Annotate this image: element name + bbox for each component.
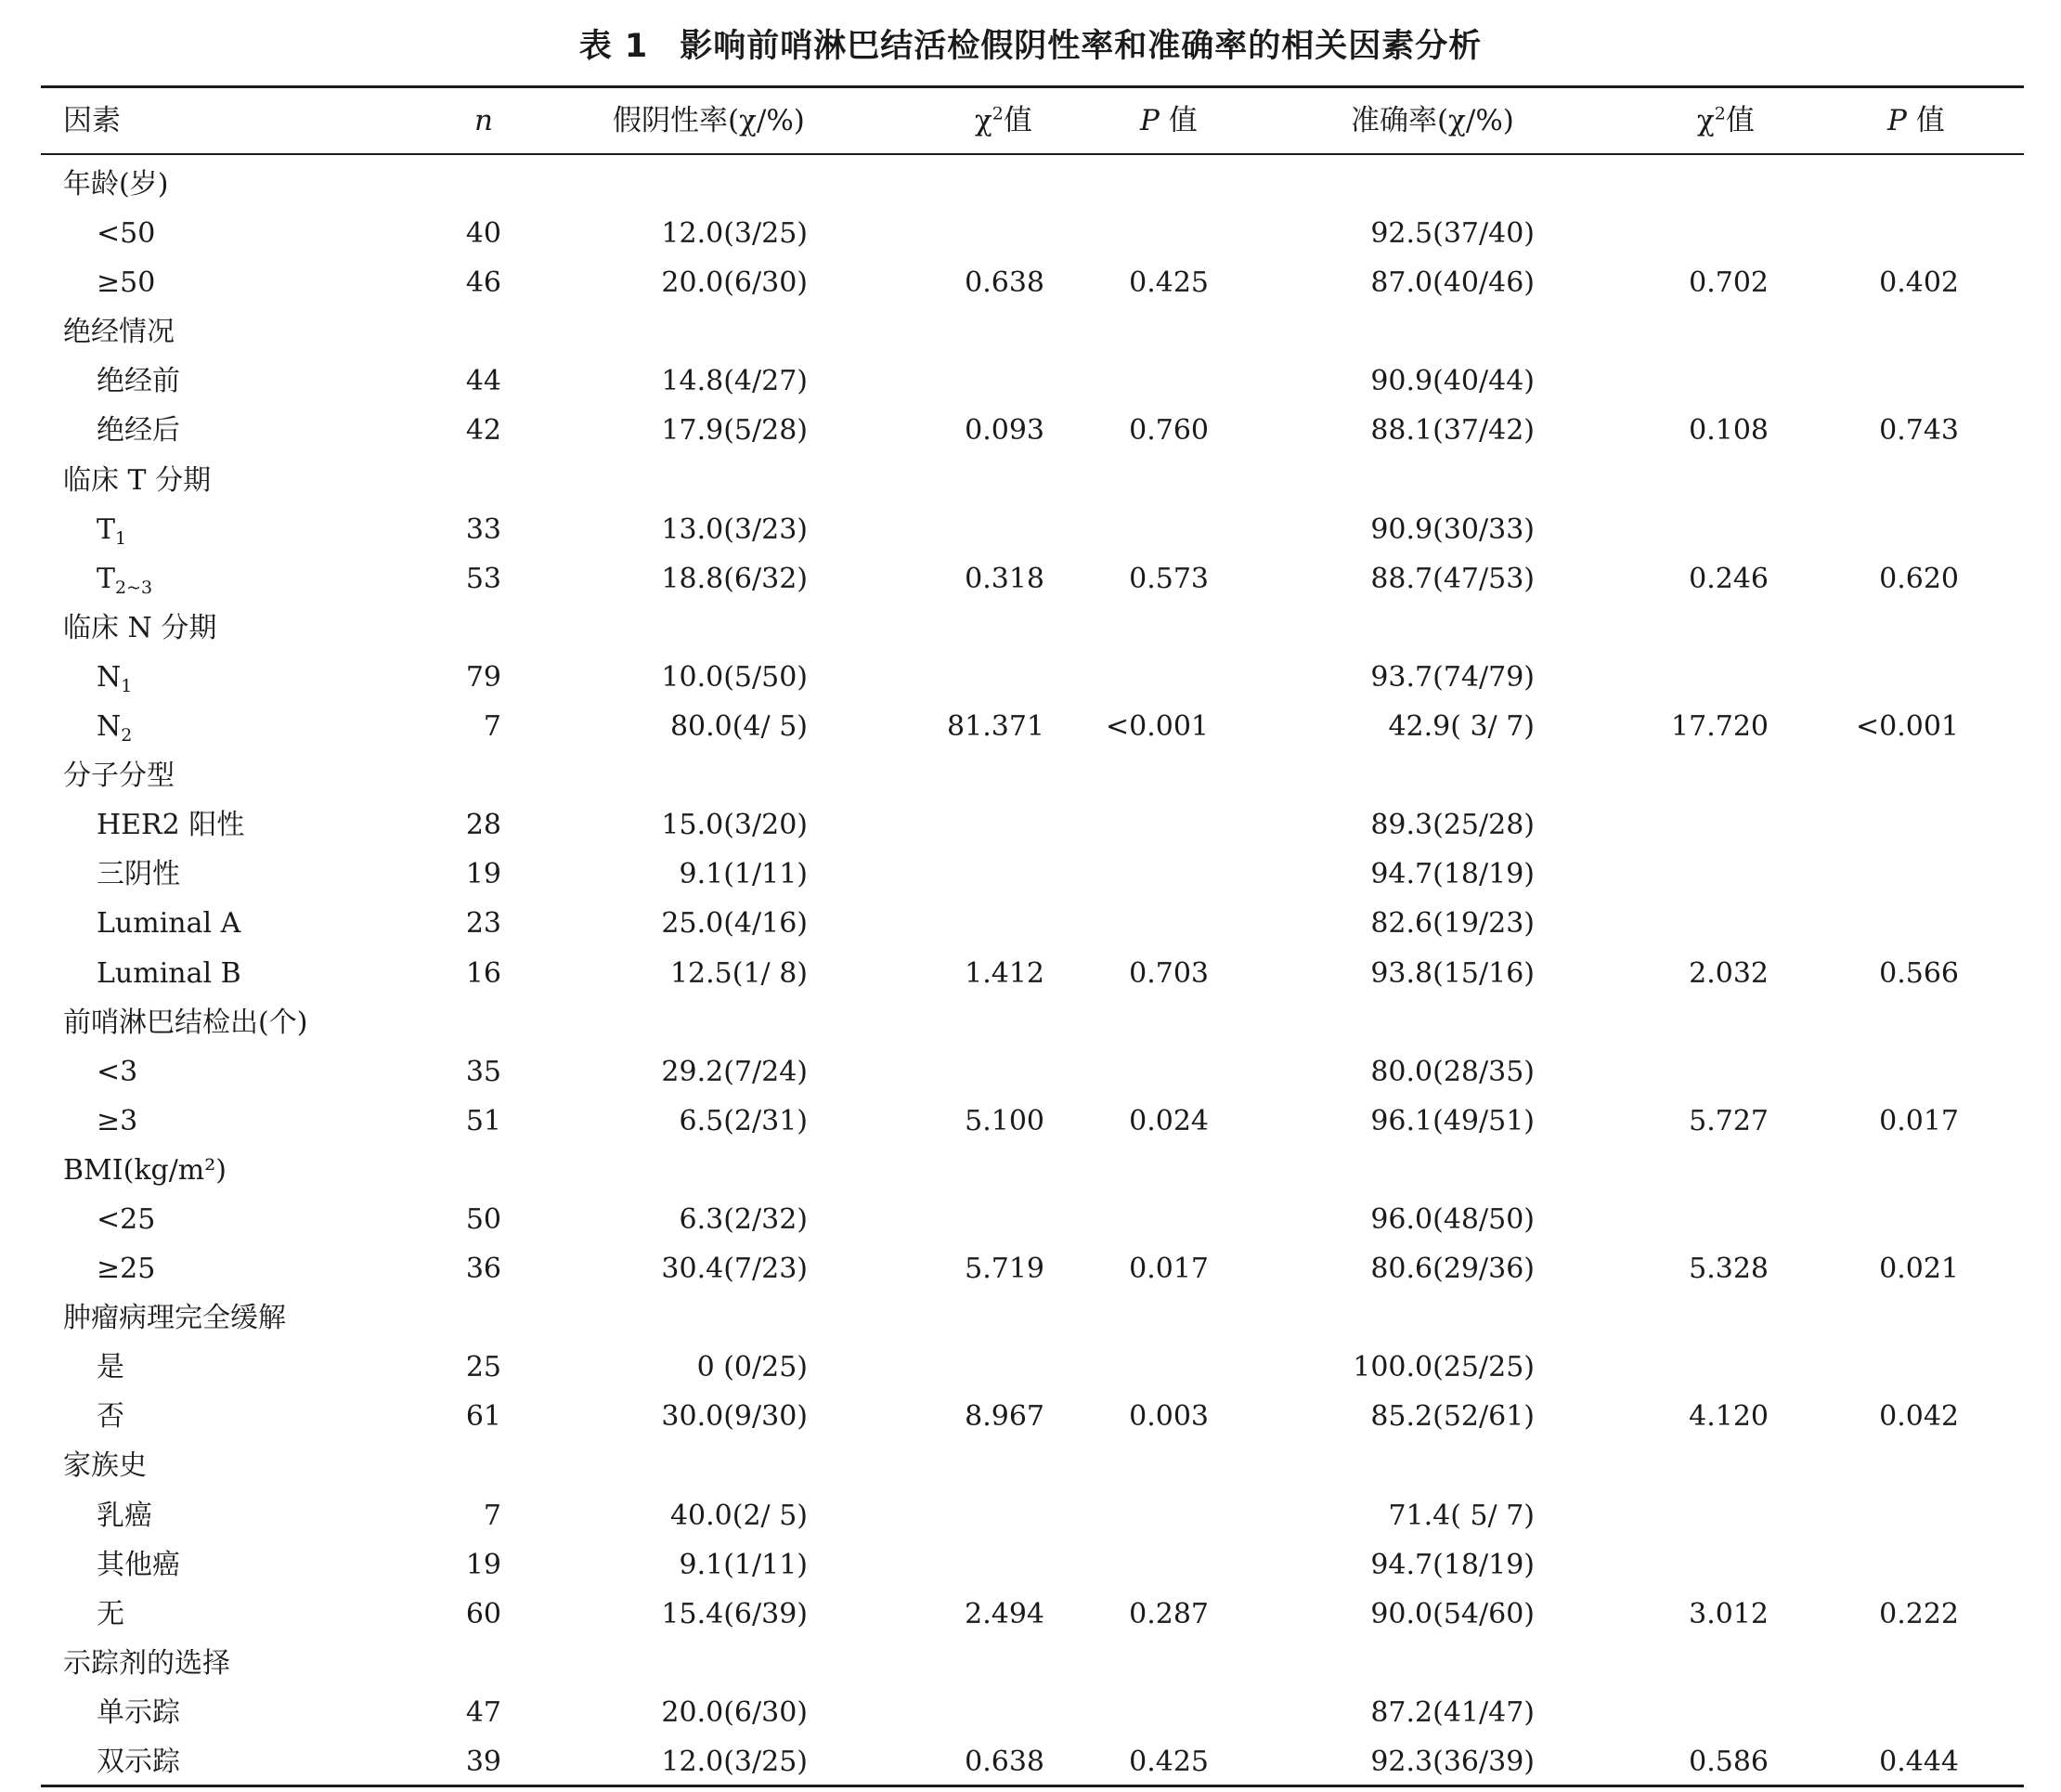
cell-n: 23 <box>465 907 501 941</box>
cell-n: 33 <box>465 513 501 546</box>
group-row <box>0 307 2061 357</box>
cell-false-negative-rate: 6.5(2/31) <box>679 1104 808 1137</box>
group-row <box>0 160 2061 209</box>
factor-text: 临床 N 分期 <box>63 611 217 644</box>
factor-label <box>97 850 180 899</box>
group-row <box>0 1639 2061 1688</box>
cell-n: 25 <box>465 1351 501 1384</box>
cell-false-negative-rate: 30.4(7/23) <box>661 1253 808 1286</box>
factor-text: N <box>97 660 122 694</box>
factor-label <box>97 949 241 998</box>
factor-subscript: 2 <box>121 725 133 747</box>
factor-text: 绝经情况 <box>63 316 175 349</box>
table-row <box>0 1047 2061 1097</box>
factor-text: 家族史 <box>63 1449 147 1483</box>
table-row <box>0 949 2061 998</box>
cell-false-negative-rate: 0 (0/25) <box>696 1351 808 1384</box>
cell-false-negative-rate: 9.1(1/11) <box>679 1548 808 1581</box>
cell-chi2-1: 5.100 <box>965 1104 1044 1137</box>
cell-p-1: 0.703 <box>1129 956 1209 990</box>
group-row <box>0 604 2061 653</box>
cell-n: 47 <box>465 1695 501 1729</box>
table-title <box>0 20 2061 67</box>
cell-false-negative-rate: 80.0(4/ 5) <box>669 710 808 744</box>
table-row <box>0 850 2061 899</box>
factor-text: 示踪剂的选择 <box>63 1646 230 1680</box>
cell-chi2-1: 0.318 <box>965 562 1044 595</box>
cell-chi2-1: 0.093 <box>965 414 1044 448</box>
factor-label <box>97 1737 180 1786</box>
cell-n: 44 <box>465 365 501 398</box>
table-number: 表 1 <box>578 28 649 65</box>
cell-n: 35 <box>465 1055 501 1088</box>
table-row <box>0 653 2061 702</box>
header-factor: 因素 <box>63 104 121 137</box>
cell-accuracy: 87.0(40/46) <box>1370 266 1535 300</box>
factor-label <box>97 505 126 554</box>
cell-accuracy: 88.7(47/53) <box>1370 562 1535 595</box>
factor-text: ≥3 <box>97 1104 138 1137</box>
cell-p-2: 0.017 <box>1879 1104 1959 1137</box>
cell-p-1: 0.760 <box>1129 414 1209 448</box>
cell-n: 28 <box>465 809 501 842</box>
cell-accuracy: 80.0(28/35) <box>1370 1055 1535 1088</box>
cell-p-2: 0.222 <box>1879 1597 1959 1630</box>
cell-false-negative-rate: 20.0(6/30) <box>661 266 808 300</box>
factor-text: 年龄(岁) <box>63 168 169 201</box>
table-row <box>0 1590 2061 1639</box>
factor-label <box>97 1195 155 1244</box>
cell-chi2-2: 5.727 <box>1689 1104 1769 1137</box>
factor-text: 其他癌 <box>97 1548 180 1581</box>
cell-p-1: 0.573 <box>1129 562 1209 595</box>
cell-n: 50 <box>465 1202 501 1236</box>
factor-text: Luminal B <box>97 956 241 990</box>
header-chi2-2-sup: 2 <box>1714 103 1726 124</box>
cell-chi2-2: 0.702 <box>1689 266 1769 300</box>
cell-false-negative-rate: 9.1(1/11) <box>679 858 808 891</box>
cell-p-1: 0.287 <box>1129 1597 1209 1630</box>
cell-chi2-1: 5.719 <box>965 1253 1044 1286</box>
table-row <box>0 554 2061 604</box>
cell-accuracy: 80.6(29/36) <box>1370 1253 1535 1286</box>
table-body <box>0 160 2061 1786</box>
cell-n: 46 <box>465 266 501 300</box>
factor-label <box>97 554 152 604</box>
factor-text: 肿瘤病理完全缓解 <box>63 1302 286 1335</box>
group-label <box>63 1293 286 1343</box>
cell-n: 36 <box>465 1253 501 1286</box>
factor-text: <3 <box>97 1055 138 1088</box>
cell-chi2-2: 0.586 <box>1689 1746 1769 1778</box>
table-row <box>0 1737 2061 1786</box>
group-label <box>63 1146 227 1195</box>
group-row <box>0 1146 2061 1195</box>
group-label <box>63 456 211 505</box>
cell-accuracy: 89.3(25/28) <box>1370 809 1535 842</box>
cell-chi2-2: 0.246 <box>1689 562 1769 595</box>
header-chi2-1-symbol: χ <box>975 104 992 137</box>
group-row <box>0 1293 2061 1343</box>
cell-n: 51 <box>465 1104 501 1137</box>
cell-n: 42 <box>465 414 501 448</box>
factor-label <box>97 406 180 455</box>
factor-subscript: 1 <box>115 527 127 549</box>
cell-accuracy: 82.6(19/23) <box>1370 907 1535 941</box>
cell-accuracy: 42.9( 3/ 7) <box>1388 710 1535 744</box>
cell-false-negative-rate: 12.5(1/ 8) <box>669 956 808 990</box>
table-row <box>0 899 2061 948</box>
factor-text: BMI(kg/m²) <box>63 1153 227 1187</box>
table-row <box>0 209 2061 258</box>
cell-chi2-2: 3.012 <box>1689 1597 1769 1630</box>
cell-chi2-1: 0.638 <box>965 1746 1044 1778</box>
factor-label <box>97 1047 137 1097</box>
header-p-2 <box>1887 98 1945 143</box>
cell-n: 61 <box>465 1400 501 1434</box>
cell-accuracy: 92.3(36/39) <box>1370 1746 1535 1778</box>
cell-accuracy: 93.7(74/79) <box>1370 660 1535 694</box>
cell-p-1: 0.003 <box>1129 1400 1209 1434</box>
factor-text: 绝经前 <box>97 365 180 398</box>
cell-chi2-1: 0.638 <box>965 266 1044 300</box>
cell-p-1: 0.425 <box>1129 1746 1209 1778</box>
factor-text: ≥25 <box>97 1253 156 1286</box>
cell-chi2-1: 81.371 <box>947 710 1044 744</box>
table-row <box>0 800 2061 850</box>
factor-text: 临床 T 分期 <box>63 463 212 497</box>
header-chi2-1 <box>975 98 1032 143</box>
cell-accuracy: 88.1(37/42) <box>1370 414 1535 448</box>
group-label <box>63 998 307 1047</box>
cell-false-negative-rate: 17.9(5/28) <box>661 414 808 448</box>
factor-label <box>97 702 132 751</box>
table-row <box>0 1244 2061 1293</box>
factor-text: T <box>97 513 116 546</box>
factor-label <box>97 1097 137 1146</box>
cell-false-negative-rate: 30.0(9/30) <box>661 1400 808 1434</box>
cell-p-1: 0.425 <box>1129 266 1209 300</box>
cell-false-negative-rate: 13.0(3/23) <box>661 513 808 546</box>
group-label <box>63 160 168 209</box>
cell-false-negative-rate: 12.0(3/25) <box>661 1746 808 1778</box>
header-p-1-rest: 值 <box>1159 104 1198 137</box>
table-row <box>0 406 2061 455</box>
cell-accuracy: 100.0(25/25) <box>1353 1351 1535 1384</box>
cell-false-negative-rate: 10.0(5/50) <box>661 660 808 694</box>
factor-label <box>97 1244 155 1293</box>
table-row <box>0 1540 2061 1590</box>
cell-p-2: 0.042 <box>1879 1400 1959 1434</box>
group-label <box>63 307 175 357</box>
cell-p-2: 0.743 <box>1879 414 1959 448</box>
cell-p-2: 0.021 <box>1879 1253 1959 1286</box>
cell-false-negative-rate: 25.0(4/16) <box>661 907 808 941</box>
cell-accuracy: 96.1(49/51) <box>1370 1104 1535 1137</box>
cell-chi2-2: 17.720 <box>1671 710 1769 744</box>
factor-text: <50 <box>97 217 156 251</box>
factor-label <box>97 1491 152 1540</box>
factor-text: 单示踪 <box>97 1695 180 1729</box>
group-label <box>63 751 175 800</box>
factor-text: ≥50 <box>97 266 156 300</box>
factor-label <box>97 258 155 307</box>
cell-p-1: <0.001 <box>1105 710 1209 744</box>
cell-n: 79 <box>465 660 501 694</box>
cell-false-negative-rate: 20.0(6/30) <box>661 1695 808 1729</box>
factor-text: Luminal A <box>97 907 241 941</box>
cell-p-2: <0.001 <box>1855 710 1959 744</box>
cell-accuracy: 71.4( 5/ 7) <box>1388 1499 1535 1532</box>
header-accuracy: 准确率(χ/%) <box>1351 104 1514 137</box>
cell-chi2-2: 4.120 <box>1689 1400 1769 1434</box>
factor-text: <25 <box>97 1202 156 1236</box>
cell-n: 7 <box>483 1499 501 1532</box>
factor-text: 双示踪 <box>97 1746 180 1778</box>
cell-accuracy: 90.0(54/60) <box>1370 1597 1535 1630</box>
table-row <box>0 1688 2061 1737</box>
cell-false-negative-rate: 15.4(6/39) <box>661 1597 808 1630</box>
group-row <box>0 1441 2061 1490</box>
header-chi2-2 <box>1697 98 1755 143</box>
cell-n: 39 <box>465 1746 501 1778</box>
factor-label <box>97 1540 180 1590</box>
header-p-1-italic: P <box>1140 104 1160 137</box>
factor-label <box>97 800 244 850</box>
factor-text: 三阴性 <box>97 858 180 891</box>
cell-false-negative-rate: 40.0(2/ 5) <box>669 1499 808 1532</box>
header-p-1 <box>1140 98 1198 143</box>
cell-false-negative-rate: 18.8(6/32) <box>661 562 808 595</box>
factor-label <box>97 357 180 406</box>
top-rule <box>41 85 2024 88</box>
cell-chi2-2: 0.108 <box>1689 414 1769 448</box>
table-row <box>0 1392 2061 1441</box>
header-n-label: n <box>474 104 493 137</box>
factor-subscript: 1 <box>121 675 133 696</box>
group-label <box>63 604 216 653</box>
table-row <box>0 258 2061 307</box>
cell-chi2-1: 1.412 <box>965 956 1044 990</box>
factor-text: 否 <box>97 1400 124 1434</box>
factor-label <box>97 1590 124 1639</box>
cell-p-2: 0.444 <box>1879 1746 1959 1778</box>
header-chi2-2-symbol: χ <box>1697 104 1715 137</box>
cell-false-negative-rate: 14.8(4/27) <box>661 365 808 398</box>
factor-text: 是 <box>97 1351 124 1384</box>
cell-n: 7 <box>483 710 501 744</box>
header-p-2-italic: P <box>1887 104 1907 137</box>
cell-p-2: 0.566 <box>1879 956 1959 990</box>
table-caption: 影响前哨淋巴结活检假阴性率和准确率的相关因素分析 <box>680 28 1483 65</box>
cell-n: 19 <box>465 858 501 891</box>
bottom-rule <box>41 1785 2024 1787</box>
group-label <box>63 1639 230 1688</box>
table-row <box>0 1097 2061 1146</box>
cell-chi2-1: 8.967 <box>965 1400 1044 1434</box>
factor-text: 无 <box>97 1597 124 1630</box>
cell-accuracy: 85.2(52/61) <box>1370 1400 1535 1434</box>
factor-label <box>97 209 155 258</box>
cell-false-negative-rate: 29.2(7/24) <box>661 1055 808 1088</box>
factor-label <box>97 1343 124 1392</box>
table-row <box>0 1491 2061 1540</box>
cell-accuracy: 92.5(37/40) <box>1370 217 1535 251</box>
cell-p-2: 0.620 <box>1879 562 1959 595</box>
cell-false-negative-rate: 15.0(3/20) <box>661 809 808 842</box>
factor-text: 前哨淋巴结检出(个) <box>63 1006 308 1039</box>
header-chi2-2-suffix: 值 <box>1725 104 1755 137</box>
table-row <box>0 1195 2061 1244</box>
cell-false-negative-rate: 12.0(3/25) <box>661 217 808 251</box>
cell-n: 19 <box>465 1548 501 1581</box>
cell-p-1: 0.024 <box>1129 1104 1209 1137</box>
header-chi2-1-sup: 2 <box>992 103 1004 124</box>
table-row <box>0 702 2061 751</box>
cell-accuracy: 94.7(18/19) <box>1370 858 1535 891</box>
header-n <box>474 98 493 143</box>
factor-label <box>97 653 132 702</box>
table-row <box>0 1343 2061 1392</box>
header-rule <box>41 153 2024 155</box>
cell-accuracy: 87.2(41/47) <box>1370 1695 1535 1729</box>
factor-text: 乳癌 <box>97 1499 152 1532</box>
cell-p-1: 0.017 <box>1129 1253 1209 1286</box>
factor-text: 分子分型 <box>63 760 175 793</box>
factor-text: T <box>97 562 116 595</box>
factor-text: HER2 阳性 <box>97 809 245 842</box>
group-label <box>63 1441 147 1490</box>
factor-label <box>97 899 240 948</box>
group-row <box>0 998 2061 1047</box>
cell-accuracy: 90.9(40/44) <box>1370 365 1535 398</box>
cell-accuracy: 93.8(15/16) <box>1370 956 1535 990</box>
factor-label <box>97 1392 124 1441</box>
group-row <box>0 751 2061 800</box>
cell-accuracy: 96.0(48/50) <box>1370 1202 1535 1236</box>
cell-n: 16 <box>465 956 501 990</box>
header-false-negative-rate: 假阴性率(χ/%) <box>613 104 805 137</box>
factor-label <box>97 1688 180 1737</box>
cell-p-2: 0.402 <box>1879 266 1959 300</box>
cell-accuracy: 90.9(30/33) <box>1370 513 1535 546</box>
cell-accuracy: 94.7(18/19) <box>1370 1548 1535 1581</box>
cell-chi2-1: 2.494 <box>965 1597 1044 1630</box>
factor-text: N <box>97 710 122 744</box>
cell-n: 40 <box>465 217 501 251</box>
group-row <box>0 456 2061 505</box>
cell-false-negative-rate: 6.3(2/32) <box>679 1202 808 1236</box>
factor-subscript: 2~3 <box>115 577 153 598</box>
cell-n: 53 <box>465 562 501 595</box>
table-row <box>0 357 2061 406</box>
header-p-2-rest: 值 <box>1906 104 1945 137</box>
cell-chi2-2: 2.032 <box>1689 956 1769 990</box>
header-chi2-1-suffix: 值 <box>1003 104 1032 137</box>
cell-chi2-2: 5.328 <box>1689 1253 1769 1286</box>
factor-text: 绝经后 <box>97 414 180 448</box>
table-row <box>0 505 2061 554</box>
cell-n: 60 <box>465 1597 501 1630</box>
